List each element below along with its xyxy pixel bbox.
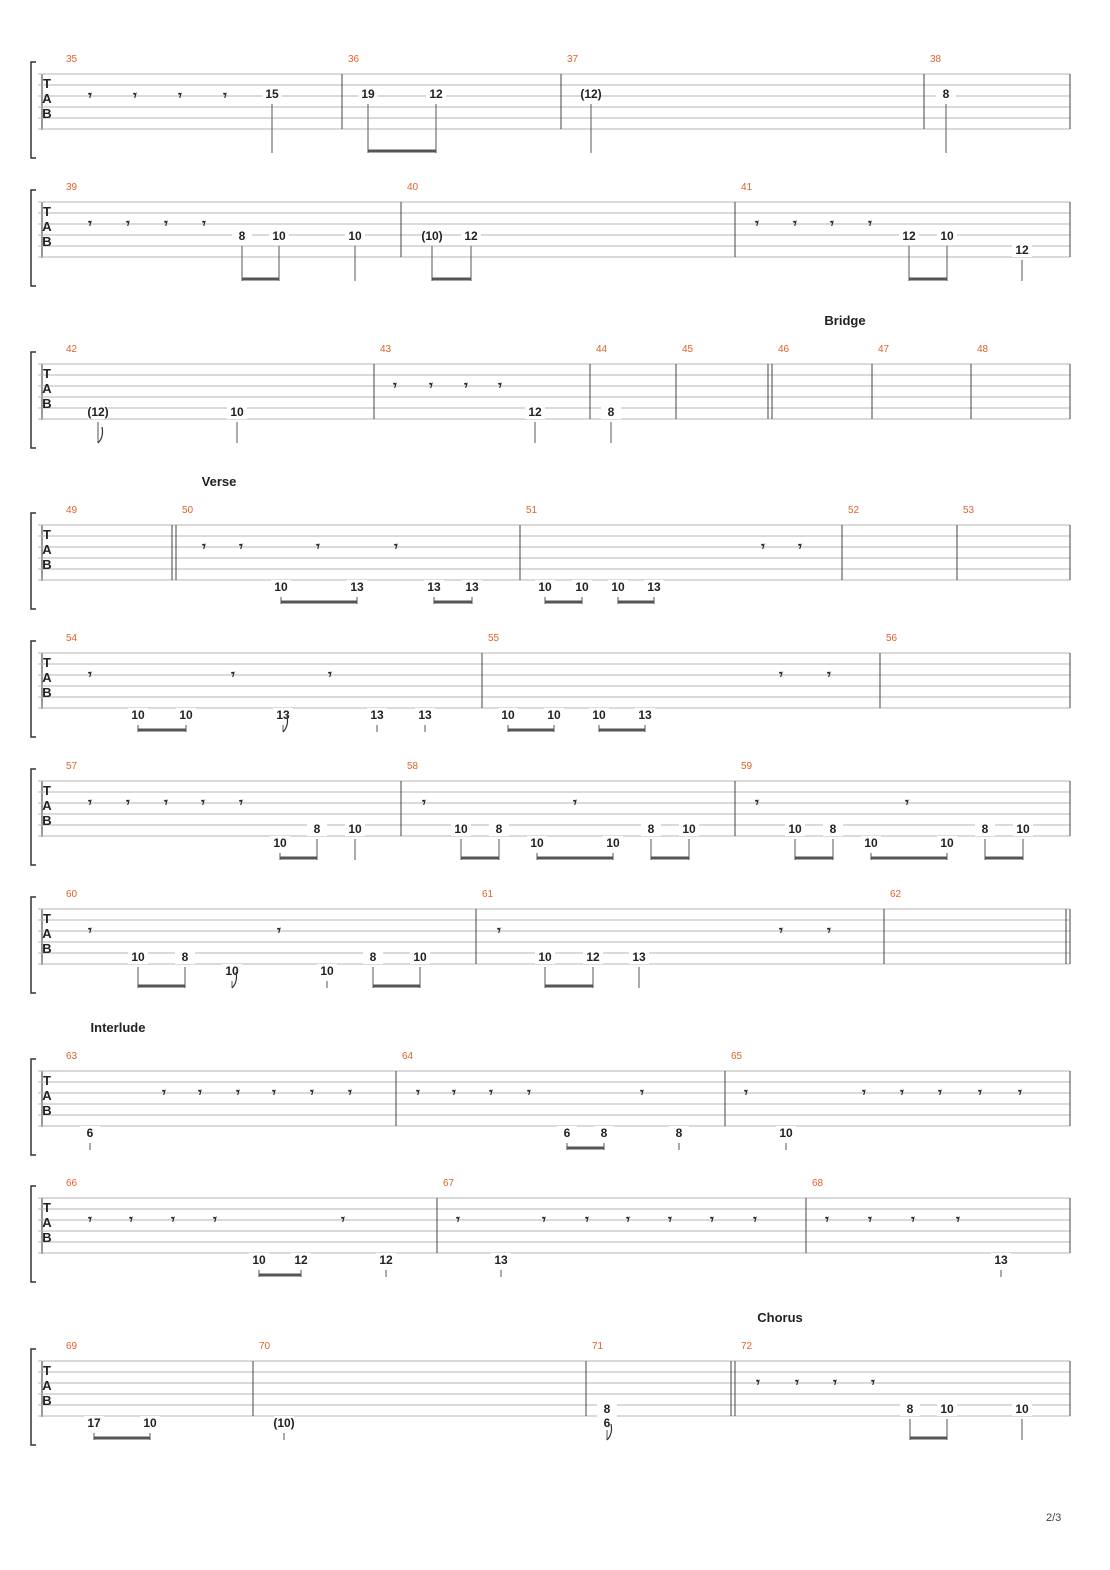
fret-number: 8	[981, 822, 989, 836]
fret-number: 12	[1015, 243, 1029, 257]
tab-system	[31, 182, 1070, 286]
fret-number: 10	[501, 708, 515, 722]
measure-number: 71	[592, 1341, 604, 1352]
eighth-rest: 𝄾	[164, 795, 168, 811]
system-bracket	[31, 1186, 36, 1282]
fret-number: 8	[829, 822, 837, 836]
measure-number: 45	[682, 344, 694, 355]
tab-clef-letter: A	[42, 91, 52, 106]
fret-number: 10	[273, 836, 287, 850]
eighth-rest: 𝄾	[798, 539, 802, 555]
fret-number: 10	[230, 405, 244, 419]
measure-number: 57	[66, 761, 78, 772]
tab-clef-letter: B	[42, 813, 52, 828]
fret-number: 10	[252, 1253, 266, 1267]
system-bracket	[31, 769, 36, 865]
tab-system	[31, 1178, 1070, 1282]
eighth-rest: 𝄾	[213, 1212, 217, 1228]
eighth-rest: 𝄾	[795, 1375, 799, 1391]
fret-number: 8	[181, 950, 189, 964]
eighth-rest: 𝄾	[1018, 1085, 1022, 1101]
eighth-rest: 𝄾	[178, 88, 182, 104]
fret-number: 13	[276, 708, 290, 722]
fret-number: 10	[779, 1126, 793, 1140]
tab-clef-letter: B	[42, 941, 52, 956]
fret-number: 10	[940, 836, 954, 850]
fret-number: 10	[1016, 822, 1030, 836]
fret-number: 12	[586, 950, 600, 964]
eighth-rest: 𝄾	[231, 667, 235, 683]
eighth-rest: 𝄾	[668, 1212, 672, 1228]
eighth-rest: 𝄾	[310, 1085, 314, 1101]
eighth-rest: 𝄾	[456, 1212, 460, 1228]
measure-number: 64	[402, 1051, 414, 1062]
fret-number: (10)	[421, 229, 443, 243]
eighth-rest: 𝄾	[779, 923, 783, 939]
fret-number: (12)	[580, 87, 602, 101]
eighth-rest: 𝄾	[755, 216, 759, 232]
eighth-rest: 𝄾	[868, 1212, 872, 1228]
fret-number: 13	[465, 580, 479, 594]
measure-number: 50	[182, 505, 194, 516]
measure-number: 72	[741, 1341, 753, 1352]
tab-system	[31, 761, 1070, 865]
fret-number: 10	[348, 229, 362, 243]
tab-clef-letter: B	[42, 557, 52, 572]
measure-number: 60	[66, 889, 78, 900]
tab-clef-letter: T	[43, 783, 51, 798]
tab-system	[31, 633, 1070, 737]
eighth-rest: 𝄾	[201, 795, 205, 811]
tab-clef-letter: T	[43, 366, 51, 381]
fret-number: 13	[632, 950, 646, 964]
fret-number: 6	[563, 1126, 571, 1140]
tab-system	[31, 889, 1070, 993]
measure-number: 68	[812, 1178, 824, 1189]
eighth-rest: 𝄾	[164, 216, 168, 232]
eighth-rest: 𝄾	[452, 1085, 456, 1101]
eighth-rest: 𝄾	[498, 378, 502, 394]
fret-number: (12)	[87, 405, 109, 419]
fret-number: 13	[370, 708, 384, 722]
fret-number: 10	[274, 580, 288, 594]
measure-number: 46	[778, 344, 790, 355]
eighth-rest: 𝄾	[497, 923, 501, 939]
tab-clef-letter: B	[42, 234, 52, 249]
eighth-rest: 𝄾	[126, 795, 130, 811]
eighth-rest: 𝄾	[868, 216, 872, 232]
eighth-rest: 𝄾	[527, 1085, 531, 1101]
tab-clef-letter: T	[43, 76, 51, 91]
eighth-rest: 𝄾	[793, 216, 797, 232]
measure-number: 49	[66, 505, 78, 516]
tab-system	[31, 54, 1070, 158]
eighth-rest: 𝄾	[88, 795, 92, 811]
eighth-rest: 𝄾	[956, 1212, 960, 1228]
eighth-rest: 𝄾	[756, 1375, 760, 1391]
eighth-rest: 𝄾	[871, 1375, 875, 1391]
tab-clef-letter: A	[42, 542, 52, 557]
fret-number: 13	[494, 1253, 508, 1267]
eighth-rest: 𝄾	[88, 88, 92, 104]
measure-number: 62	[890, 889, 902, 900]
measure-number: 66	[66, 1178, 78, 1189]
fret-number: 10	[530, 836, 544, 850]
eighth-rest: 𝄾	[316, 539, 320, 555]
eighth-rest: 𝄾	[223, 88, 227, 104]
eighth-rest: 𝄾	[422, 795, 426, 811]
measure-number: 63	[66, 1051, 78, 1062]
fret-number: 6	[603, 1416, 611, 1430]
tab-clef-letter: A	[42, 670, 52, 685]
tab-system	[31, 474, 1070, 609]
measure-number: 39	[66, 182, 78, 193]
tab-clef-letter: T	[43, 1200, 51, 1215]
eighth-rest: 𝄾	[833, 1375, 837, 1391]
eighth-rest: 𝄾	[198, 1085, 202, 1101]
fret-number: 12	[429, 87, 443, 101]
eighth-rest: 𝄾	[830, 216, 834, 232]
fret-number: 10	[592, 708, 606, 722]
eighth-rest: 𝄾	[202, 539, 206, 555]
measure-number: 51	[526, 505, 538, 516]
tab-clef-letter: A	[42, 1215, 52, 1230]
tab-clef-letter: T	[43, 655, 51, 670]
measure-number: 47	[878, 344, 890, 355]
eighth-rest: 𝄾	[416, 1085, 420, 1101]
tab-system	[31, 1020, 1070, 1155]
system-bracket	[31, 62, 36, 158]
fret-number: 10	[131, 708, 145, 722]
fret-number: 15	[265, 87, 279, 101]
measure-number: 40	[407, 182, 419, 193]
measure-number: 42	[66, 344, 78, 355]
system-bracket	[31, 352, 36, 448]
eighth-rest: 𝄾	[239, 539, 243, 555]
fret-number: 12	[294, 1253, 308, 1267]
fret-number: 10	[538, 580, 552, 594]
system-bracket	[31, 1349, 36, 1445]
eighth-rest: 𝄾	[710, 1212, 714, 1228]
tab-clef-letter: A	[42, 1378, 52, 1393]
measure-number: 38	[930, 54, 942, 65]
fret-number: 8	[675, 1126, 683, 1140]
eighth-rest: 𝄾	[542, 1212, 546, 1228]
measure-number: 58	[407, 761, 419, 772]
measure-number: 70	[259, 1341, 271, 1352]
fret-number: 8	[607, 405, 615, 419]
measure-number: 59	[741, 761, 753, 772]
fret-number: 10	[320, 964, 334, 978]
fret-number: 10	[575, 580, 589, 594]
eighth-rest: 𝄾	[761, 539, 765, 555]
eighth-rest: 𝄾	[126, 216, 130, 232]
eighth-rest: 𝄾	[88, 667, 92, 683]
fret-number: 8	[647, 822, 655, 836]
eighth-rest: 𝄾	[162, 1085, 166, 1101]
eighth-rest: 𝄾	[202, 216, 206, 232]
fret-number: 8	[603, 1402, 611, 1416]
fret-number: 10	[143, 1416, 157, 1430]
fret-number: 10	[348, 822, 362, 836]
eighth-rest: 𝄾	[88, 923, 92, 939]
tab-system	[31, 1310, 1070, 1445]
fret-number: 8	[369, 950, 377, 964]
fret-number: 8	[313, 822, 321, 836]
fret-number: 13	[994, 1253, 1008, 1267]
tab-clef-letter: B	[42, 685, 52, 700]
fret-number: 10	[864, 836, 878, 850]
tab-clef-letter: A	[42, 219, 52, 234]
system-bracket	[31, 190, 36, 286]
eighth-rest: 𝄾	[272, 1085, 276, 1101]
tab-clef-letter: A	[42, 381, 52, 396]
fret-number: 8	[495, 822, 503, 836]
tab-clef-letter: T	[43, 527, 51, 542]
eighth-rest: 𝄾	[825, 1212, 829, 1228]
fret-number: 10	[131, 950, 145, 964]
fret-number: 10	[1015, 1402, 1029, 1416]
eighth-rest: 𝄾	[755, 795, 759, 811]
measure-number: 43	[380, 344, 392, 355]
eighth-rest: 𝄾	[827, 667, 831, 683]
fret-number: 12	[379, 1253, 393, 1267]
eighth-rest: 𝄾	[585, 1212, 589, 1228]
section-label: Interlude	[90, 1020, 146, 1035]
note-flag	[98, 427, 103, 443]
fret-number: 10	[606, 836, 620, 850]
measure-number: 41	[741, 182, 753, 193]
eighth-rest: 𝄾	[489, 1085, 493, 1101]
measure-number: 52	[848, 505, 860, 516]
fret-number: 8	[942, 87, 950, 101]
fret-number: 10	[682, 822, 696, 836]
eighth-rest: 𝄾	[171, 1212, 175, 1228]
measure-number: 53	[963, 505, 975, 516]
fret-number: 10	[272, 229, 286, 243]
system-bracket	[31, 641, 36, 737]
eighth-rest: 𝄾	[394, 539, 398, 555]
measure-number: 44	[596, 344, 608, 355]
eighth-rest: 𝄾	[429, 378, 433, 394]
tab-clef-letter: T	[43, 911, 51, 926]
fret-number: 10	[788, 822, 802, 836]
measure-number: 65	[731, 1051, 743, 1062]
tab-clef-letter: A	[42, 926, 52, 941]
fret-number: 10	[179, 708, 193, 722]
eighth-rest: 𝄾	[862, 1085, 866, 1101]
eighth-rest: 𝄾	[626, 1212, 630, 1228]
system-bracket	[31, 513, 36, 609]
measure-number: 69	[66, 1341, 78, 1352]
fret-number: 12	[902, 229, 916, 243]
system-bracket	[31, 897, 36, 993]
measure-number: 67	[443, 1178, 455, 1189]
eighth-rest: 𝄾	[236, 1085, 240, 1101]
fret-number: 17	[87, 1416, 101, 1430]
system-bracket	[31, 1059, 36, 1155]
fret-number: 10	[940, 229, 954, 243]
tab-clef-letter: B	[42, 1103, 52, 1118]
eighth-rest: 𝄾	[88, 1212, 92, 1228]
measure-number: 54	[66, 633, 78, 644]
eighth-rest: 𝄾	[133, 88, 137, 104]
measure-number: 37	[567, 54, 579, 65]
tab-clef-letter: A	[42, 798, 52, 813]
tab-clef-letter: B	[42, 396, 52, 411]
fret-number: 13	[647, 580, 661, 594]
eighth-rest: 𝄾	[393, 378, 397, 394]
fret-number: 10	[547, 708, 561, 722]
tab-system	[31, 313, 1070, 448]
eighth-rest: 𝄾	[464, 378, 468, 394]
section-label: Bridge	[824, 313, 866, 328]
fret-number: 13	[638, 708, 652, 722]
fret-number: 13	[427, 580, 441, 594]
tab-clef-letter: B	[42, 1393, 52, 1408]
fret-number: 12	[528, 405, 542, 419]
fret-number: (10)	[273, 1416, 295, 1430]
eighth-rest: 𝄾	[911, 1212, 915, 1228]
eighth-rest: 𝄾	[978, 1085, 982, 1101]
tab-clef-letter: T	[43, 204, 51, 219]
fret-number: 10	[611, 580, 625, 594]
eighth-rest: 𝄾	[905, 795, 909, 811]
eighth-rest: 𝄾	[328, 667, 332, 683]
fret-number: 10	[225, 964, 239, 978]
eighth-rest: 𝄾	[239, 795, 243, 811]
eighth-rest: 𝄾	[277, 923, 281, 939]
tab-clef-letter: A	[42, 1088, 52, 1103]
fret-number: 8	[600, 1126, 608, 1140]
eighth-rest: 𝄾	[348, 1085, 352, 1101]
section-label: Chorus	[757, 1310, 803, 1325]
eighth-rest: 𝄾	[88, 216, 92, 232]
page-number: 2/3	[1046, 1512, 1062, 1524]
fret-number: 13	[418, 708, 432, 722]
fret-number: 10	[940, 1402, 954, 1416]
fret-number: 13	[350, 580, 364, 594]
fret-number: 10	[454, 822, 468, 836]
fret-number: 10	[538, 950, 552, 964]
eighth-rest: 𝄾	[640, 1085, 644, 1101]
fret-number: 12	[464, 229, 478, 243]
measure-number: 48	[977, 344, 989, 355]
eighth-rest: 𝄾	[900, 1085, 904, 1101]
fret-number: 8	[906, 1402, 914, 1416]
eighth-rest: 𝄾	[573, 795, 577, 811]
eighth-rest: 𝄾	[753, 1212, 757, 1228]
eighth-rest: 𝄾	[779, 667, 783, 683]
eighth-rest: 𝄾	[827, 923, 831, 939]
section-label: Verse	[201, 474, 237, 489]
tab-clef-letter: B	[42, 106, 52, 121]
measure-number: 36	[348, 54, 360, 65]
fret-number: 10	[413, 950, 427, 964]
eighth-rest: 𝄾	[744, 1085, 748, 1101]
tab-clef-letter: B	[42, 1230, 52, 1245]
eighth-rest: 𝄾	[341, 1212, 345, 1228]
fret-number: 8	[238, 229, 246, 243]
measure-number: 55	[488, 633, 500, 644]
tab-clef-letter: T	[43, 1363, 51, 1378]
measure-number: 56	[886, 633, 898, 644]
fret-number: 6	[86, 1126, 94, 1140]
measure-number: 35	[66, 54, 78, 65]
eighth-rest: 𝄾	[129, 1212, 133, 1228]
tab-clef-letter: T	[43, 1073, 51, 1088]
eighth-rest: 𝄾	[938, 1085, 942, 1101]
measure-number: 61	[482, 889, 494, 900]
fret-number: 19	[361, 87, 375, 101]
